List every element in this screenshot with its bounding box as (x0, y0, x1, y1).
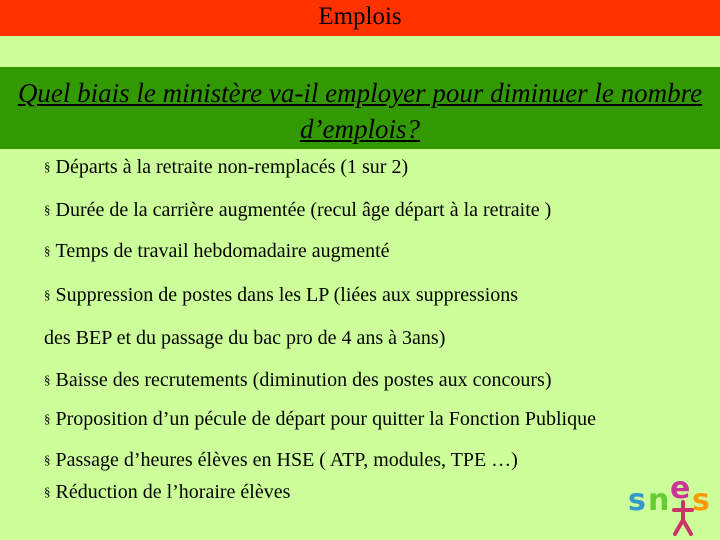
list-item (44, 369, 552, 392)
bullet-icon: § (44, 484, 51, 499)
logo-letter-e: e (670, 474, 691, 506)
list-item-text: Temps de travail hebdomadaire augmenté (55, 240, 390, 262)
bullet-icon: § (44, 243, 51, 258)
list-item-text: Passage d’heures élèves en HSE ( ATP, modules, TPE …) (55, 449, 518, 471)
list-item (44, 284, 518, 307)
question-banner (0, 67, 720, 149)
list-item-text: Départs à la retraite non-remplacés (1 sur 2) (55, 156, 409, 178)
bullet-icon: § (44, 372, 51, 387)
logo-letter-s2: s (692, 483, 710, 518)
list-item-text: Suppression de postes dans les LP (liées aux suppressions (55, 284, 519, 306)
logo-figure (674, 502, 692, 534)
list-item-text: des BEP et du passage du bac pro de 4 ans à 3ans) (44, 327, 446, 349)
list-item-text: Réduction de l’horaire élèves (55, 481, 291, 503)
list-item (44, 240, 390, 263)
bullet-icon: § (44, 159, 51, 174)
list-item-text: Baisse des recrutements (diminution des postes aux concours) (55, 369, 552, 391)
title-bar (0, 0, 720, 36)
list-item (44, 449, 518, 472)
logo-letter-s: s (628, 483, 646, 518)
list-item (44, 408, 596, 431)
bullet-icon: § (44, 287, 51, 302)
list-item (44, 156, 408, 179)
list-item-continuation (44, 327, 445, 350)
list-item (44, 481, 290, 504)
logo-letter-n: n (648, 483, 670, 518)
list-item-text: Proposition d’un pécule de départ pour quitter la Fonction Publique (55, 408, 596, 430)
list-item-text: Durée de la carrière augmentée (recul âge départ à la retraite ) (55, 199, 552, 221)
bullet-icon: § (44, 452, 51, 467)
snes-logo-icon (628, 474, 718, 536)
question-heading: Quel biais le ministère va-il employer pour diminuer le nombre d’emplois? (17, 78, 703, 144)
list-item (44, 199, 551, 222)
bullet-icon: § (44, 411, 51, 426)
page-title: Emplois (318, 3, 402, 30)
bullet-icon: § (44, 202, 51, 217)
